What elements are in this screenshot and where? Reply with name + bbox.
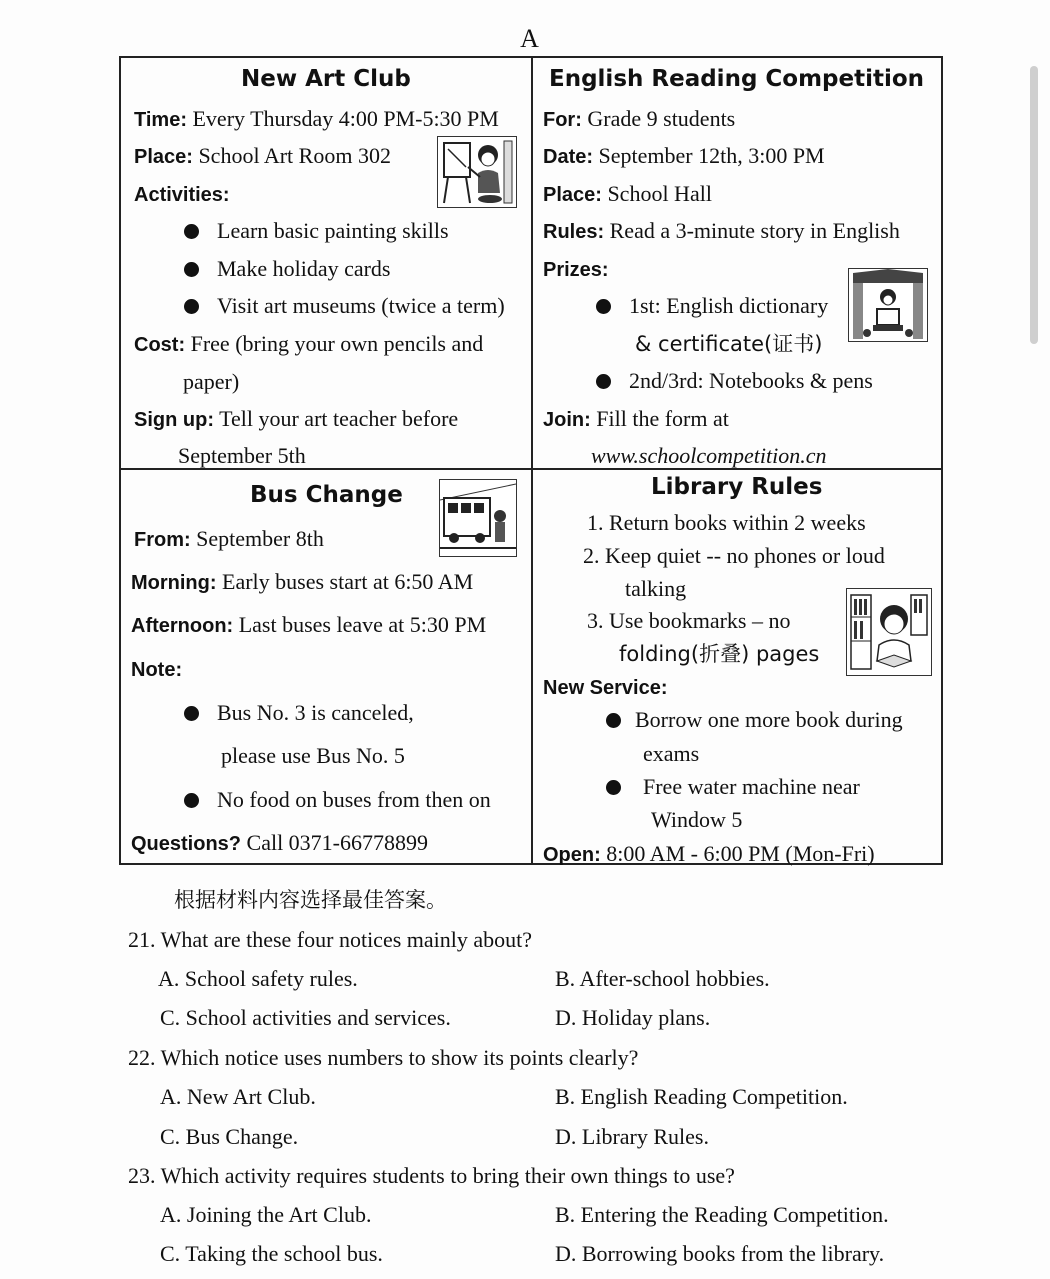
answer-option[interactable]: A. School safety rules. <box>158 966 358 991</box>
art-time-value: Every Thursday 4:00 PM-5:30 PM <box>192 106 499 131</box>
bus-morning-row <box>131 569 473 596</box>
competition-for-value: Grade 9 students <box>587 106 736 131</box>
competition-prizes-row <box>543 256 609 283</box>
question-stem: 23. Which activity requires students to bring their own things to use? <box>128 1163 735 1188</box>
bullet-icon <box>184 224 199 239</box>
library-rule-item-continued: talking <box>625 576 687 601</box>
question-stem: 21. What are these four notices mainly about? <box>128 927 533 952</box>
art-time-row <box>134 106 499 133</box>
library-reader-icon <box>847 589 931 675</box>
art-activities-label: Activities: <box>134 184 230 206</box>
competition-for-row <box>543 106 735 133</box>
bus-from-label: From: <box>134 529 191 551</box>
bus-from-value: September 8th <box>196 526 324 551</box>
art-activity-item: Learn basic painting skills <box>217 218 449 243</box>
answer-option[interactable]: B. Entering the Reading Competition. <box>555 1202 889 1227</box>
answer-option[interactable]: D. Holiday plans. <box>555 1005 711 1030</box>
reading-stage-picture <box>848 268 928 342</box>
bus-note-label: Note: <box>131 659 183 681</box>
art-activities-row <box>134 181 230 208</box>
art-activity-item: Make holiday cards <box>217 256 391 281</box>
answer-option[interactable]: C. Bus Change. <box>160 1124 299 1149</box>
notice-grid <box>119 56 943 865</box>
reading-competition-notice <box>533 58 943 468</box>
art-signup-row <box>134 406 458 433</box>
library-service-item: Free water machine near <box>643 774 860 799</box>
painting-student-icon <box>438 137 516 207</box>
instruction-text: 根据材料内容选择最佳答案。 <box>174 888 447 912</box>
answer-option[interactable]: A. New Art Club. <box>160 1084 316 1109</box>
library-reader-picture <box>846 588 932 676</box>
answer-option[interactable]: A. Joining the Art Club. <box>160 1202 372 1227</box>
competition-join-label: Join: <box>543 409 591 431</box>
library-rule-item: 1. Return books within 2 weeks <box>587 510 866 535</box>
bus-note-item: No food on buses from then on <box>217 787 491 812</box>
painting-student-picture <box>437 136 517 208</box>
bus-morning-label: Morning: <box>131 572 217 594</box>
art-signup-continued: September 5th <box>178 443 306 468</box>
library-rule-item: 2. Keep quiet -- no phones or loud <box>583 543 885 568</box>
art-signup-label: Sign up: <box>134 409 214 431</box>
reading-stage-icon <box>849 269 927 341</box>
question-stem: 22. Which notice uses numbers to show its points clearly? <box>128 1045 639 1070</box>
bus-note-item-continued: please use Bus No. 5 <box>221 743 405 768</box>
competition-prize-first-continued: & certificate(证书) <box>635 332 823 356</box>
art-time-label: Time: <box>134 109 187 131</box>
art-cost-label: Cost: <box>134 334 186 356</box>
art-place-label: Place: <box>134 146 193 168</box>
competition-place-label: Place: <box>543 184 602 206</box>
competition-url-link[interactable]: www.schoolcompetition.cn <box>591 443 827 468</box>
bullet-icon <box>184 706 199 721</box>
competition-rules-row <box>543 218 900 245</box>
bus-morning-value: Early buses start at 6:50 AM <box>222 569 474 594</box>
competition-rules-label: Rules: <box>543 221 605 243</box>
bus-questions-label: Questions? <box>131 833 242 855</box>
library-rules-notice <box>533 470 943 865</box>
art-activity-item: Visit art museums (twice a term) <box>217 293 505 318</box>
bus-afternoon-value: Last buses leave at 5:30 PM <box>238 612 487 637</box>
bus-change-notice <box>121 470 531 865</box>
competition-prize-second: 2nd/3rd: Notebooks & pens <box>629 368 873 393</box>
competition-date-row <box>543 143 825 170</box>
library-service-item-continued: Window 5 <box>651 807 743 832</box>
competition-place-row <box>543 181 712 208</box>
art-place-row <box>134 143 391 170</box>
bullet-icon <box>596 299 611 314</box>
bus-afternoon-label: Afternoon: <box>131 615 234 637</box>
answer-option[interactable]: C. School activities and services. <box>160 1005 451 1030</box>
bullet-icon <box>606 780 621 795</box>
bullet-icon <box>606 713 621 728</box>
bus-afternoon-row <box>131 612 486 639</box>
answer-option[interactable]: D. Library Rules. <box>555 1124 709 1149</box>
art-cost-value: Free (bring your own pencils and <box>190 331 484 356</box>
art-club-notice <box>121 58 531 468</box>
art-signup-value: Tell your art teacher before <box>219 406 459 431</box>
library-service-row <box>543 674 668 701</box>
bus-from-row <box>134 526 324 553</box>
art-place-value: School Art Room 302 <box>198 143 391 168</box>
library-open-label: Open: <box>543 844 601 866</box>
school-bus-icon <box>440 480 516 556</box>
bus-change-title: Bus Change <box>250 482 403 508</box>
vertical-scrollbar[interactable] <box>1030 66 1038 344</box>
competition-rules-value: Read a 3-minute story in English <box>609 218 900 243</box>
library-open-value: 8:00 AM - 6:00 PM (Mon-Fri) <box>606 841 875 866</box>
competition-date-value: September 12th, 3:00 PM <box>598 143 825 168</box>
library-rule-item: 3. Use bookmarks – no <box>587 608 791 633</box>
bullet-icon <box>184 262 199 277</box>
art-club-title: New Art Club <box>241 66 411 92</box>
library-service-label: New Service: <box>543 677 668 699</box>
competition-prizes-label: Prizes: <box>543 259 609 281</box>
answer-option[interactable]: B. English Reading Competition. <box>555 1084 848 1109</box>
library-service-item-continued: exams <box>643 741 700 766</box>
section-letter: A <box>520 24 540 53</box>
competition-join-row <box>543 406 729 433</box>
answer-option[interactable]: C. Taking the school bus. <box>160 1241 383 1266</box>
bus-note-row <box>131 656 182 683</box>
art-cost-continued: paper) <box>183 369 240 394</box>
art-cost-row <box>134 331 483 358</box>
school-bus-picture <box>439 479 517 557</box>
bullet-icon <box>596 374 611 389</box>
bullet-icon <box>184 793 199 808</box>
answer-option[interactable]: D. Borrowing books from the library. <box>555 1241 885 1266</box>
competition-join-value: Fill the form at <box>596 406 729 431</box>
library-service-item: Borrow one more book during <box>635 707 903 732</box>
competition-place-value: School Hall <box>607 181 712 206</box>
bus-note-item: Bus No. 3 is canceled, <box>217 700 414 725</box>
bus-questions-row <box>131 830 428 857</box>
competition-for-label: For: <box>543 109 582 131</box>
library-open-row <box>543 841 875 868</box>
competition-prize-first: 1st: English dictionary <box>629 293 829 318</box>
library-rule-item-continued: folding(折叠) pages <box>619 642 820 666</box>
library-rules-title: Library Rules <box>651 474 823 500</box>
competition-title: English Reading Competition <box>549 66 925 92</box>
answer-option[interactable]: B. After-school hobbies. <box>555 966 770 991</box>
competition-date-label: Date: <box>543 146 594 168</box>
bus-questions-value: Call 0371-66778899 <box>246 830 429 855</box>
bullet-icon <box>184 299 199 314</box>
